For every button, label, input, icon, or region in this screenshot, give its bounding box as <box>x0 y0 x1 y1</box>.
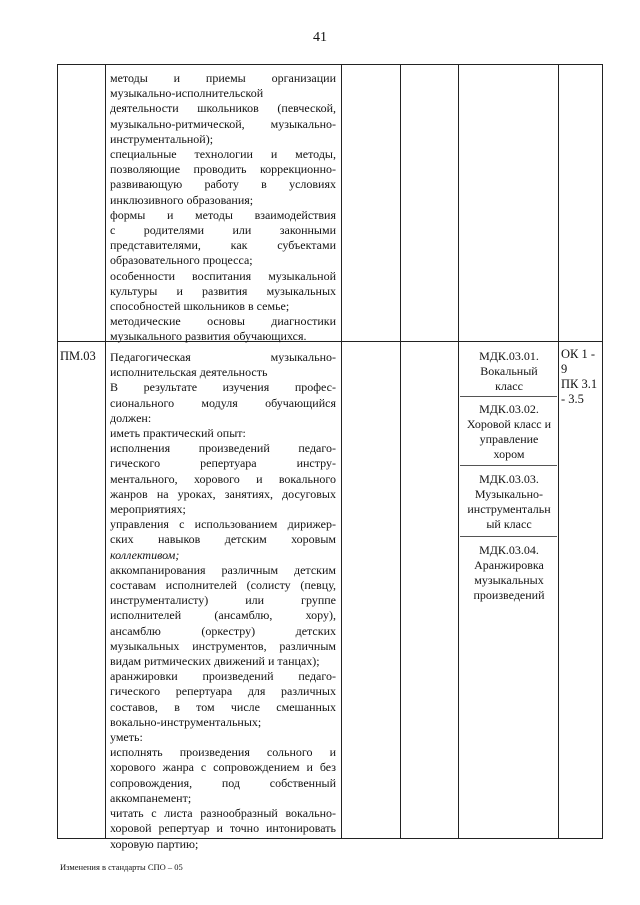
text-line: образовательного процесса; <box>110 253 253 268</box>
mdk-divider <box>460 536 557 537</box>
mdk-divider <box>460 465 557 466</box>
text-line: В результате изучения профес- <box>110 380 336 395</box>
competencies <box>561 347 607 407</box>
page-number: 41 <box>313 30 327 45</box>
table-border <box>57 64 603 65</box>
mdk-name-line: хором <box>493 447 525 461</box>
row1-text <box>110 71 336 345</box>
text-line: Педагогическая музыкально- <box>110 350 336 364</box>
table-border <box>105 64 106 839</box>
mdk-name-line: Аранжировка <box>474 558 544 572</box>
text-line: методы и приемы организации <box>110 71 336 85</box>
mdk-code: МДК.03.01. <box>479 349 539 363</box>
text-line: методические основы диагностики <box>110 314 336 329</box>
text-line: хоровую партию; <box>110 836 199 851</box>
text-line: ских навыков детским хоровым <box>110 532 336 547</box>
text-line: должен: <box>110 410 152 425</box>
competency-line: ОК 1 - <box>561 347 596 361</box>
mdk-code: МДК.03.03. <box>479 472 539 486</box>
text-line: исполнения произведений педаго- <box>110 441 336 456</box>
text-line: иметь практический опыт: <box>110 426 246 441</box>
mdk-03-01 <box>462 349 556 394</box>
table-border <box>341 64 342 839</box>
mdk-03-02 <box>462 402 556 462</box>
text-line: составов, в том числе смешанных <box>110 699 336 714</box>
text-line: музыкального развития обучающихся. <box>110 329 307 344</box>
text-line: аранжировки произведений педаго- <box>110 669 336 684</box>
table-border <box>558 64 559 839</box>
mdk-name-line: Вокальный <box>480 364 538 378</box>
competency-line: 9 <box>561 362 568 376</box>
mdk-name-line: инструментальн <box>467 502 551 516</box>
mdk-code: МДК.03.04. <box>479 543 539 557</box>
text-line: деятельности школьников (певческой, <box>110 101 336 116</box>
text-line: видам ритмических движений и танцах); <box>110 654 320 669</box>
text-line: аккомпанемент; <box>110 790 192 805</box>
mdk-name-line: управление <box>479 432 539 446</box>
mdk-divider <box>460 396 557 397</box>
text-line: ментального, хорового и вокального <box>110 471 336 486</box>
row2-text <box>110 350 336 852</box>
text-line: читать с листа разнообразный вокально- <box>110 806 336 821</box>
text-line: особенности воспитания музыкальной <box>110 268 336 283</box>
table-border <box>57 64 58 839</box>
mdk-code: МДК.03.02. <box>479 402 539 416</box>
text-line: позволяющие проводить коррекционно- <box>110 162 336 177</box>
table-border <box>400 64 401 839</box>
text-line: инклюзивного образования; <box>110 192 254 207</box>
text-line: исполнителей (ансамблю, хору), <box>110 608 336 623</box>
table-border <box>458 64 459 839</box>
text-line: исполнять произведения сольного и <box>110 745 336 760</box>
text-line: развивающую работу в условиях <box>110 177 336 192</box>
text-line: специальные технологии и методы, <box>110 147 336 162</box>
mdk-name-line: Хоровой класс и <box>466 417 552 431</box>
text-line: музыкально-исполнительской <box>110 86 264 101</box>
text-line: способностей школьников в семье; <box>110 299 290 314</box>
text-line: хорового жанра с сопровождением и без <box>110 760 336 775</box>
module-code: ПМ.03 <box>60 349 96 363</box>
text-line: ансамблю (оркестру) детских <box>110 623 336 638</box>
text-line: вокально-инструментальных; <box>110 714 262 729</box>
text-line: музыкально-ритмической, музыкально- <box>110 116 336 131</box>
mdk-name-line: произведений <box>473 588 545 602</box>
text-line: инструментальной); <box>110 131 214 146</box>
footer-note: Изменения в стандарты СПО – 05 <box>60 862 183 872</box>
text-line: аккомпанирования различным детским <box>110 562 336 577</box>
text-line: музыкальных инструментов, различным <box>110 638 336 653</box>
text-line: составам исполнителей (солисту (певцу, <box>110 578 336 593</box>
text-line: уметь: <box>110 730 143 745</box>
text-line: управления с использованием дирижер- <box>110 517 336 532</box>
text-line: исполнительская деятельность <box>110 365 268 380</box>
text-line: гического репертуара инстру- <box>110 456 336 471</box>
text-line: сионального модуля обучающийся <box>110 395 336 410</box>
text-line: мероприятиях; <box>110 502 186 517</box>
mdk-name-line: Музыкально- <box>474 487 544 501</box>
mdk-03-04 <box>462 543 556 603</box>
mdk-name-line: музыкальных <box>474 573 544 587</box>
competency-line: - 3.5 <box>561 392 584 406</box>
text-line: формы и методы взаимодействия <box>110 207 336 222</box>
mdk-name-line: ый класс <box>486 517 532 531</box>
text-line: жанров на уроках, занятиях, досуговых <box>110 486 336 501</box>
table-border <box>602 64 603 839</box>
competency-line: ПК 3.1 <box>561 377 598 391</box>
text-line: гического репертуара для различных <box>110 684 336 699</box>
text-line: коллективом; <box>110 547 180 562</box>
text-line: инструменталисту) или группе <box>110 593 336 608</box>
text-line: представителями, как субъектами <box>110 238 336 253</box>
mdk-03-03 <box>462 472 556 532</box>
mdk-name-line: класс <box>495 379 523 393</box>
text-line: с родителями или законными <box>110 223 336 238</box>
text-line: хоровой репертуар и точно интонировать <box>110 821 336 836</box>
text-line: сопровождения, под собственный <box>110 775 336 790</box>
text-line: культуры и развития музыкальных <box>110 283 336 298</box>
